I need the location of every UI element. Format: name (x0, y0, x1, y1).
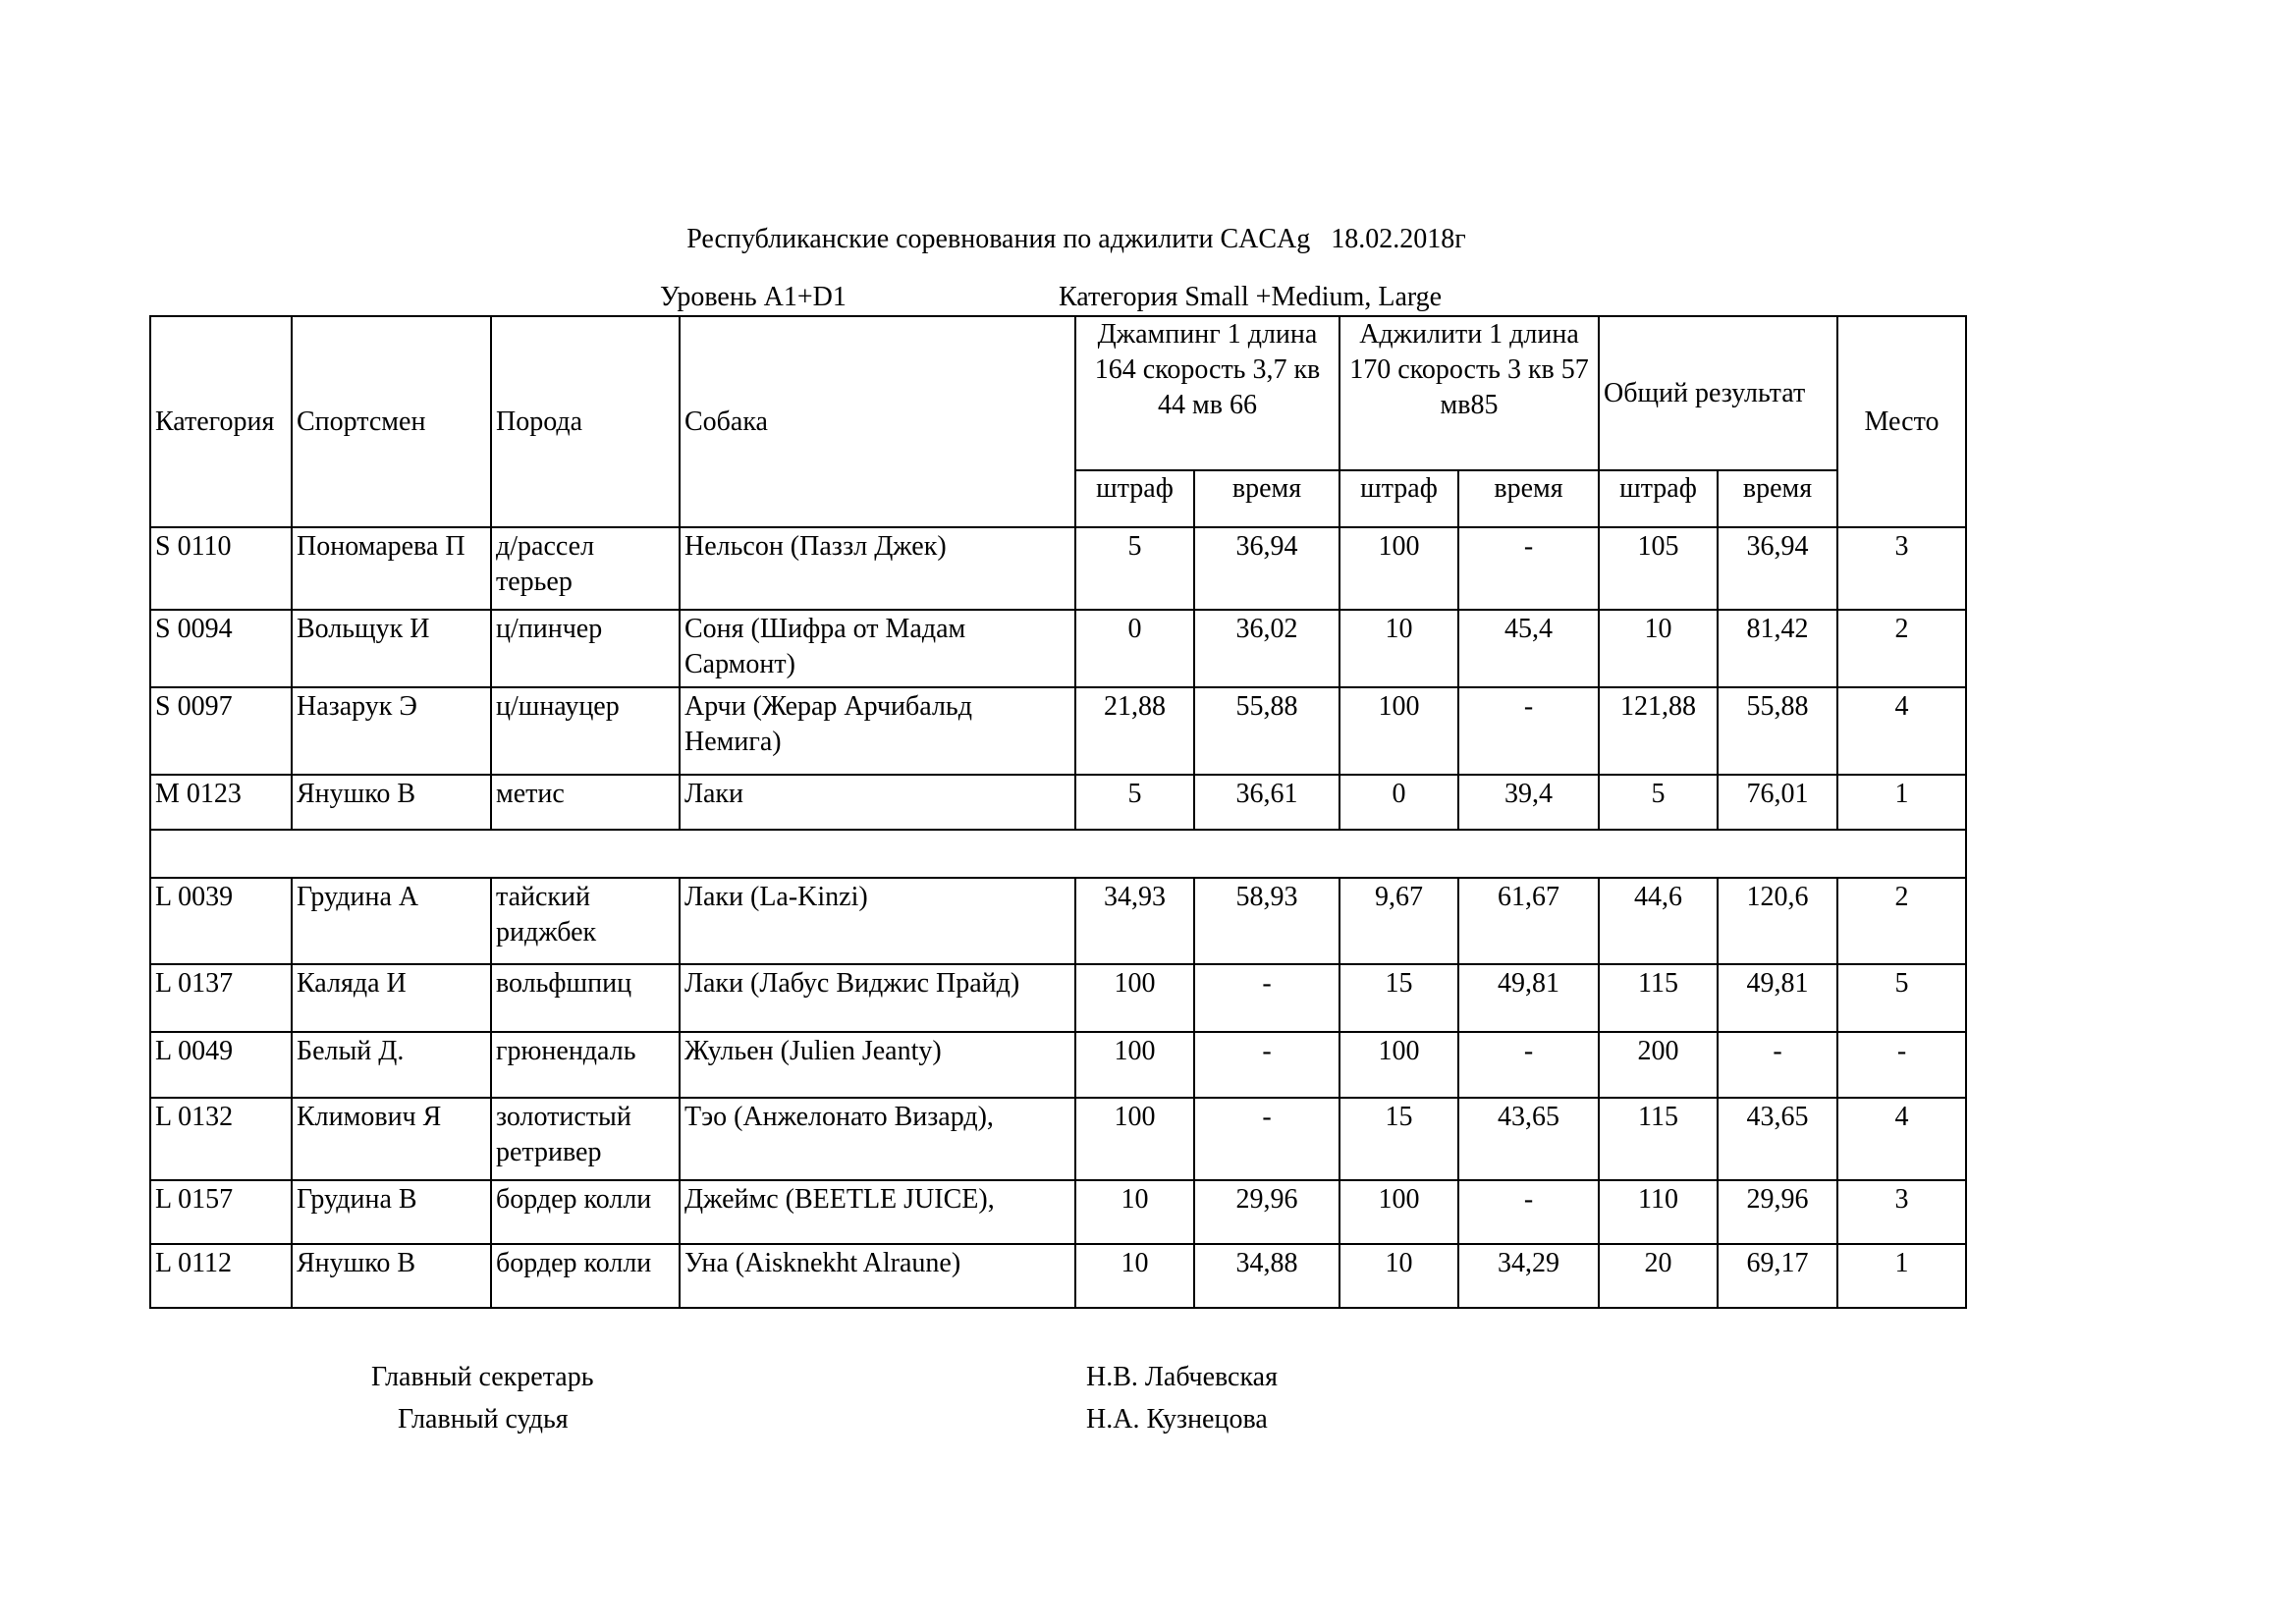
cell-a-time: 39,4 (1458, 775, 1599, 830)
cell-athlete: Вольщук И (292, 610, 491, 687)
cell-a-pen: 10 (1339, 610, 1458, 687)
cell-athlete: Пономарева П (292, 527, 491, 610)
cell-j-time: - (1194, 964, 1339, 1032)
cell-dog: Джеймс (BEETLE JUICE), (680, 1180, 1075, 1244)
cell-athlete: Грудина В (292, 1180, 491, 1244)
subheader-total-penalty: штраф (1599, 470, 1718, 527)
secretary-label: Главный секретарь (371, 1362, 594, 1392)
cell-athlete: Климович Я (292, 1098, 491, 1180)
cell-breed: ц/шнауцер (491, 687, 680, 775)
cell-athlete: Назарук Э (292, 687, 491, 775)
cell-athlete: Грудина А (292, 878, 491, 964)
category-label: Категория Small +Medium, Large (1059, 282, 1443, 312)
cell-athlete: Каляда И (292, 964, 491, 1032)
table-row (150, 687, 1966, 775)
cell-a-pen: 100 (1339, 527, 1458, 610)
cell-j-pen: 10 (1075, 1244, 1194, 1308)
level-label: Уровень A1+D1 (660, 282, 847, 312)
cell-j-pen: 100 (1075, 964, 1194, 1032)
cell-j-pen: 100 (1075, 1098, 1194, 1180)
cell-place: 3 (1837, 1180, 1966, 1244)
cell-category: S 0094 (150, 610, 292, 687)
spacer-cell (150, 830, 1966, 878)
cell-athlete: Янушко В (292, 775, 491, 830)
subheader-jumping-time: время (1194, 470, 1339, 527)
cell-t-time: 43,65 (1718, 1098, 1837, 1180)
cell-breed: метис (491, 775, 680, 830)
results-table (149, 315, 1967, 1309)
table-row (150, 1032, 1966, 1098)
table-row (150, 1180, 1966, 1244)
cell-breed: бордер колли (491, 1180, 680, 1244)
cell-dog: Соня (Шифра от Мадам Сармонт) (680, 610, 1075, 687)
cell-category: S 0110 (150, 527, 292, 610)
cell-place: 1 (1837, 775, 1966, 830)
cell-dog: Уна (Aisknekht Alraune) (680, 1244, 1075, 1308)
cell-j-time: 36,61 (1194, 775, 1339, 830)
cell-j-time: - (1194, 1098, 1339, 1180)
cell-a-time: 43,65 (1458, 1098, 1599, 1180)
cell-a-time: - (1458, 527, 1599, 610)
cell-t-time: 69,17 (1718, 1244, 1837, 1308)
cell-j-pen: 100 (1075, 1032, 1194, 1098)
judge-name: Н.А. Кузнецова (1086, 1404, 1268, 1435)
cell-category: L 0157 (150, 1180, 292, 1244)
cell-j-pen: 34,93 (1075, 878, 1194, 964)
cell-place: 2 (1837, 610, 1966, 687)
cell-j-time: 55,88 (1194, 687, 1339, 775)
table-row (150, 610, 1966, 687)
cell-breed: золотистый ретривер (491, 1098, 680, 1180)
table-row (150, 775, 1966, 830)
cell-t-pen: 121,88 (1599, 687, 1718, 775)
cell-j-time: - (1194, 1032, 1339, 1098)
cell-breed: вольфшпиц (491, 964, 680, 1032)
secretary-name: Н.В. Лабчевская (1086, 1362, 1278, 1392)
cell-t-pen: 110 (1599, 1180, 1718, 1244)
cell-athlete: Янушко В (292, 1244, 491, 1308)
cell-t-time: 120,6 (1718, 878, 1837, 964)
subheader-agility-penalty: штраф (1339, 470, 1458, 527)
cell-j-pen: 0 (1075, 610, 1194, 687)
cell-dog: Арчи (Жерар Арчибальд Немига) (680, 687, 1075, 775)
cell-a-pen: 100 (1339, 1180, 1458, 1244)
cell-j-time: 36,02 (1194, 610, 1339, 687)
cell-a-pen: 10 (1339, 1244, 1458, 1308)
header-dog: Собака (680, 316, 1075, 527)
cell-category: S 0097 (150, 687, 292, 775)
header-athlete: Спортсмен (292, 316, 491, 527)
spacer-row (150, 830, 1966, 878)
cell-j-time: 34,88 (1194, 1244, 1339, 1308)
cell-dog: Жульен (Julien Jeanty) (680, 1032, 1075, 1098)
cell-place: 3 (1837, 527, 1966, 610)
cell-breed: д/рассел терьер (491, 527, 680, 610)
document-title: Республиканские соревнования по аджилити CACAg 18.02.2018г (686, 224, 1466, 254)
cell-a-pen: 0 (1339, 775, 1458, 830)
cell-dog: Нельсон (Паззл Джек) (680, 527, 1075, 610)
header-category: Категория (150, 316, 292, 527)
cell-breed: ц/пинчер (491, 610, 680, 687)
cell-a-pen: 15 (1339, 1098, 1458, 1180)
cell-breed: тайский риджбек (491, 878, 680, 964)
cell-a-pen: 9,67 (1339, 878, 1458, 964)
table-row (150, 527, 1966, 610)
cell-breed: грюнендаль (491, 1032, 680, 1098)
cell-j-pen: 21,88 (1075, 687, 1194, 775)
table-row (150, 878, 1966, 964)
cell-category: L 0132 (150, 1098, 292, 1180)
cell-category: L 0049 (150, 1032, 292, 1098)
table-row (150, 964, 1966, 1032)
cell-a-time: - (1458, 1032, 1599, 1098)
cell-t-pen: 44,6 (1599, 878, 1718, 964)
cell-a-pen: 15 (1339, 964, 1458, 1032)
subheader-agility-time: время (1458, 470, 1599, 527)
cell-t-time: - (1718, 1032, 1837, 1098)
cell-athlete: Белый Д. (292, 1032, 491, 1098)
header-jumping: Джампинг 1 длина 164 скорость 3,7 кв 44 мв 66 (1075, 316, 1339, 470)
cell-t-pen: 105 (1599, 527, 1718, 610)
table-row (150, 1244, 1966, 1308)
subheader-jumping-penalty: штраф (1075, 470, 1194, 527)
cell-a-time: 49,81 (1458, 964, 1599, 1032)
cell-a-time: 34,29 (1458, 1244, 1599, 1308)
cell-t-time: 55,88 (1718, 687, 1837, 775)
cell-j-pen: 5 (1075, 775, 1194, 830)
cell-t-pen: 5 (1599, 775, 1718, 830)
judge-label: Главный судья (398, 1404, 569, 1435)
cell-t-pen: 20 (1599, 1244, 1718, 1308)
cell-a-time: 45,4 (1458, 610, 1599, 687)
cell-t-time: 36,94 (1718, 527, 1837, 610)
header-agility: Аджилити 1 длина 170 скорость 3 кв 57 мв85 (1339, 316, 1599, 470)
cell-place: 5 (1837, 964, 1966, 1032)
cell-dog: Тэо (Анжелонато Визард), (680, 1098, 1075, 1180)
cell-place: 4 (1837, 1098, 1966, 1180)
cell-j-time: 58,93 (1194, 878, 1339, 964)
cell-category: L 0039 (150, 878, 292, 964)
cell-category: L 0137 (150, 964, 292, 1032)
cell-t-pen: 10 (1599, 610, 1718, 687)
cell-dog: Лаки (680, 775, 1075, 830)
cell-t-time: 49,81 (1718, 964, 1837, 1032)
cell-t-time: 76,01 (1718, 775, 1837, 830)
cell-category: L 0112 (150, 1244, 292, 1308)
cell-place: - (1837, 1032, 1966, 1098)
cell-t-pen: 115 (1599, 964, 1718, 1032)
cell-dog: Лаки (Лабус Виджис Прайд) (680, 964, 1075, 1032)
cell-a-pen: 100 (1339, 687, 1458, 775)
cell-dog: Лаки (La-Kinzi) (680, 878, 1075, 964)
header-total: Общий результат (1599, 316, 1837, 470)
cell-a-pen: 100 (1339, 1032, 1458, 1098)
cell-a-time: - (1458, 687, 1599, 775)
cell-category: M 0123 (150, 775, 292, 830)
cell-j-time: 29,96 (1194, 1180, 1339, 1244)
subheader-total-time: время (1718, 470, 1837, 527)
cell-j-pen: 10 (1075, 1180, 1194, 1244)
header-breed: Порода (491, 316, 680, 527)
cell-place: 4 (1837, 687, 1966, 775)
cell-t-pen: 115 (1599, 1098, 1718, 1180)
cell-place: 1 (1837, 1244, 1966, 1308)
cell-t-pen: 200 (1599, 1032, 1718, 1098)
cell-place: 2 (1837, 878, 1966, 964)
cell-t-time: 81,42 (1718, 610, 1837, 687)
cell-a-time: 61,67 (1458, 878, 1599, 964)
cell-breed: бордер колли (491, 1244, 680, 1308)
header-place: Место (1837, 316, 1966, 527)
table-row (150, 1098, 1966, 1180)
cell-a-time: - (1458, 1180, 1599, 1244)
cell-j-pen: 5 (1075, 527, 1194, 610)
cell-t-time: 29,96 (1718, 1180, 1837, 1244)
header-row (150, 316, 1966, 470)
cell-j-time: 36,94 (1194, 527, 1339, 610)
